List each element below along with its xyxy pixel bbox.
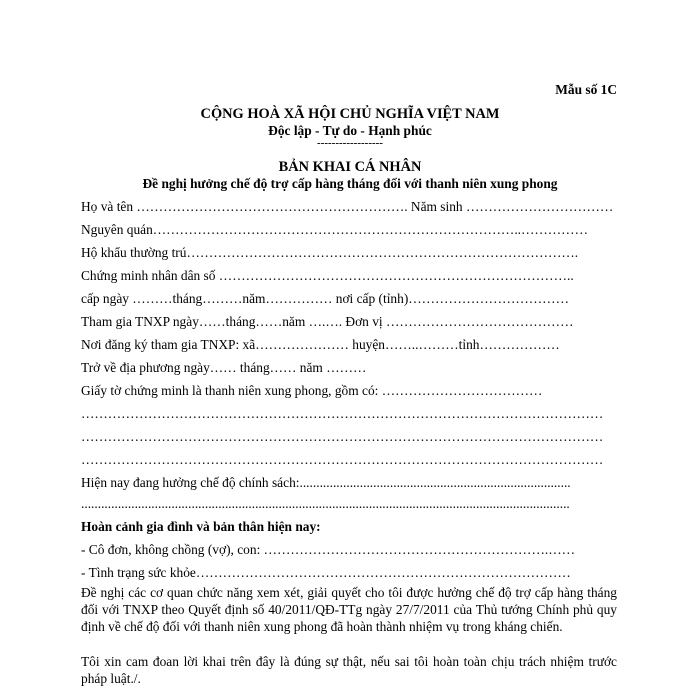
field-permanent-residence: Hộ khẩu thường trú…………………………………………………………………………….: [81, 245, 579, 260]
field-id-number: Chứng minh nhân dân số ……………………………………………………………………..: [81, 268, 574, 283]
nation-title: CỘNG HOÀ XÃ HỘI CHỦ NGHĨA VIỆT NAM: [200, 106, 500, 122]
document-title: BẢN KHAI CÁ NHÂN: [278, 159, 422, 175]
field-tnxp-join: Tham gia TNXP ngày……tháng……năm ….…. Đơn vị ……………………………………: [81, 314, 574, 329]
field-current-policy: Hiện nay đang hưởng chế độ chính sách:.................................................................................: [81, 475, 571, 490]
family-section-heading: Hoàn cảnh gia đình và bản thân hiện nay:: [81, 519, 321, 534]
field-return-date: Trở về địa phương ngày…… tháng…… năm ………: [81, 360, 367, 375]
motto: Độc lập - Tự do - Hạnh phúc: [268, 123, 432, 138]
document-subtitle: Đề nghị hưởng chế độ trợ cấp hàng tháng đối với thanh niên xung phong: [142, 176, 558, 191]
field-hometown: Nguyên quán………………………………………………………………………..……………: [81, 222, 588, 237]
header-separator: ------------------: [317, 137, 383, 149]
family-item-marital: - Cô đơn, không chồng (vợ), con: ……………………………………………………….……: [81, 542, 575, 557]
field-full-name: Họ và tên ……………………………………………………. Năm sinh ……………………………: [81, 199, 614, 214]
family-item-health: - Tình trạng sức khỏe…………………………………………………………………………: [81, 565, 571, 580]
blank-line: ………………………………………………………………………………………………………: [81, 429, 604, 444]
field-tnxp-registration: Nơi đăng ký tham gia TNXP: xã………………… huyện……..………tỉnh………………: [81, 337, 560, 352]
field-current-policy-continued: ..................................................................................................................................................: [81, 496, 570, 511]
field-proof-documents: Giấy tờ chứng minh là thanh niên xung phong, gồm có: ………………………………: [81, 383, 543, 398]
field-id-issue: cấp ngày ………tháng………năm…………… nơi cấp (tỉnh)………………………………: [81, 291, 569, 306]
commitment-paragraph: Tôi xin cam đoan lời khai trên đây là đúng sự thật, nếu sai tôi hoàn toàn chịu trách nhiệm trước pháp luật./.: [81, 654, 617, 686]
blank-line: ………………………………………………………………………………………………………: [81, 406, 604, 421]
request-paragraph: Đề nghị các cơ quan chức năng xem xét, giải quyết cho tôi được hưởng chế độ trợ cấp hàng tháng đối với TNXP theo Quyết định số 40/2011/QĐ-TTg ngày 27/7/2011 của Thủ tướng Chính phủ quy định về chế độ đối với thanh niên xung phong đã hoàn thành nhiệm vụ trong kháng chiến.: [81, 585, 617, 634]
blank-line: ………………………………………………………………………………………………………: [81, 452, 604, 467]
form-code: Mẫu số 1C: [555, 82, 617, 97]
